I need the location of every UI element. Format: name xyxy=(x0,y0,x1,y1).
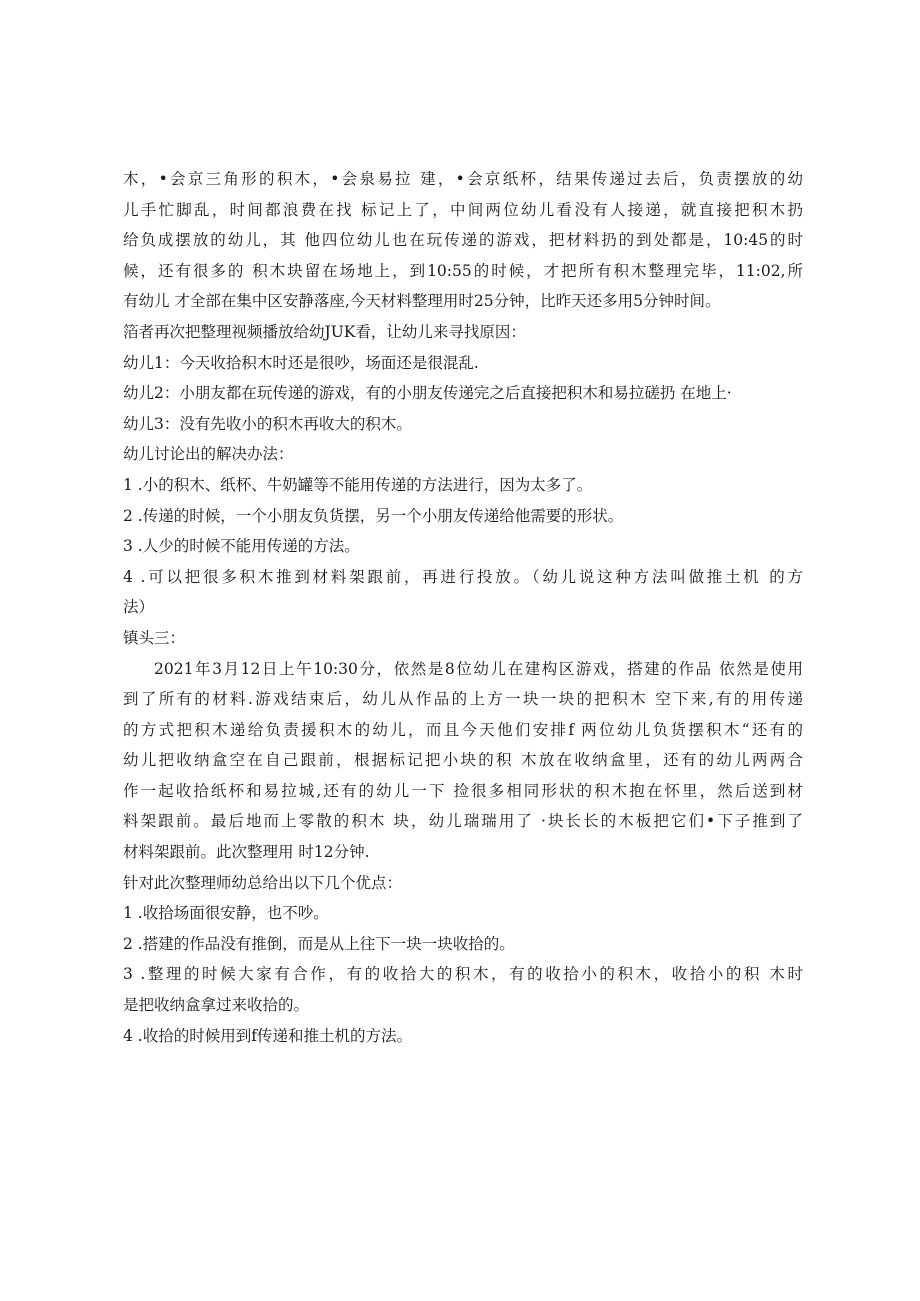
text-line: 材料架跟前。此次整理用 时12分钟. xyxy=(123,843,370,862)
list-item: 3 .整理的时候大家有合作，有的收拾大的积木，有的收拾小的积木，收拾小的积 木时 xyxy=(123,965,803,984)
list-item: 2 .传递的时候，一个小朋友负货摆，另一个小朋友传递给他需要的形状。 xyxy=(123,506,624,525)
list-item: 3 .人少的时候不能用传递的方法。 xyxy=(123,537,360,556)
list-item: 2 .搭建的作品没有推倒，而是从上往下一块一块收拾的。 xyxy=(123,934,515,953)
text-line: 箔者再次把整理视频播放给幼JUK看，让幼儿来寻找原因： xyxy=(123,322,526,341)
list-item: 1 .收拾场面很安静，也不吵。 xyxy=(123,904,329,923)
child-statement-2: 幼儿2：小朋友都在玩传递的游戏，有的小朋友传递完之后直接把积木和易拉磋扔 在地上· xyxy=(123,384,732,403)
paragraph-first-line: 2021年3月12日上午10:30分，依然是8位幼儿在建构区游戏，搭建的作品 依然是使用 xyxy=(154,659,803,678)
list-item: 4 .收拾的时候用到f传递和推土机的方法。 xyxy=(123,1026,412,1045)
list-item: 4 .可以把很多积木推到材料架跟前，再进行投放。（幼儿说这种方法叫做推土机 的方 xyxy=(123,567,803,586)
text-line: 木，•会京三角形的积木，•会泉易拉 建，•会京纸杯，结果传递过去后，负责摆放的幼 xyxy=(123,170,803,188)
text-line: 的方式把积木递给负责援积木的幼儿，而且今天他们安排f 两位幼儿负货摆积木“还有的 xyxy=(123,720,803,739)
text-line: 给负成摆放的幼儿，其 他四位幼儿也在玩传递的游戏，把材料扔的到处都是，10:45的时 xyxy=(123,231,803,250)
list-item-continuation: 法） xyxy=(123,598,155,617)
text-line: 作一起收拾纸杯和易拉城,还有的幼儿一下 捡很多相同形状的积木抱在怀里，然后送到材 xyxy=(123,781,803,800)
document-body xyxy=(123,164,803,1051)
list-item-continuation: 是把收纳盒拿过来收拾的。 xyxy=(123,996,310,1015)
text-line: 幼儿把收纳盒空在自己跟前，根据标记把小块的积 木放在收纳盒里，还有的幼儿两两合 xyxy=(123,751,803,770)
text-line: 有幼儿 才全部在集中区安静落座,今天材料整理用时25分钟，比昨天还多用5分钟时间。 xyxy=(123,292,721,311)
text-line: 候，还有很多的 积木块留在场地上，到10:55的时候，才把所有积木整理完毕，11:02,所 xyxy=(123,261,803,280)
section-heading: 幼儿讨论出的解决办法： xyxy=(123,445,294,464)
section-heading: 镇头三： xyxy=(123,628,186,647)
list-item: 1 .小的积木、纸杯、牛奶罐等不能用传递的方法进行，因为太多了。 xyxy=(123,475,593,494)
child-statement-1: 幼儿1：今天收拾积木时还是很吵，场面还是很混乱. xyxy=(123,353,479,372)
text-line: 儿手忙脚乱，时间都浪费在找 标记上了，中间两位幼儿看没有人接递，就直接把积木扔 xyxy=(123,200,803,219)
child-statement-3: 幼儿3：没有先收小的积木再收大的积木。 xyxy=(123,414,412,433)
text-line: 料架跟前。最后地而上零散的积木 块，幼儿瑞瑞用了 ·块长长的木板把它们•下子推到了 xyxy=(123,812,803,831)
section-heading: 针对此次整理师幼总给出以下几个优点： xyxy=(123,873,403,892)
text-line: 到了所有的材料.游戏结束后，幼儿从作品的上方一块一块的把积木 空下来,有的用传递 xyxy=(123,690,803,709)
